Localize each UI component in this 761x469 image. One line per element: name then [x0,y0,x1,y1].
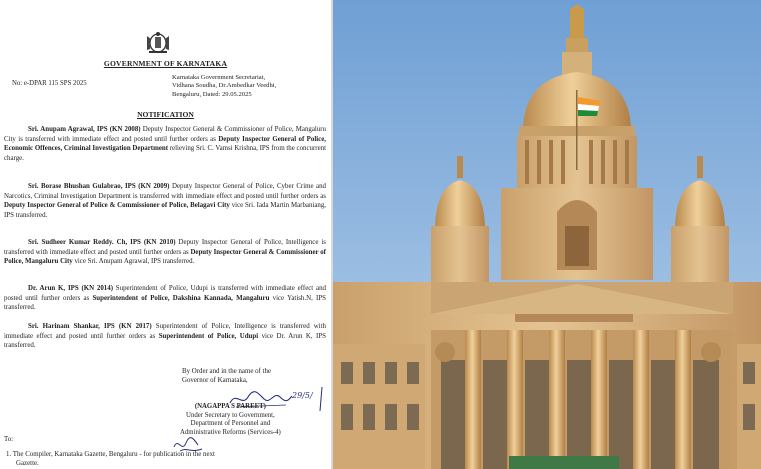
paragraph-text: vice Yatish.N, IPS transferred. [4,294,326,311]
paragraph-text: Superintendent of Police, Udupi is transferred with immediate effect and posted until further orders as [4,285,326,302]
signing-officer [180,403,281,437]
state-emblem-icon [144,30,172,54]
front-colonnade [431,330,733,469]
order-line: Governor of Karnataka, [182,377,248,384]
notification-title: NOTIFICATION [137,110,194,119]
right-wing [737,344,761,469]
vidhana-soudha-photo [333,0,761,469]
officer-designation: Administrative Reforms (Services-4) [180,428,281,436]
new-posting: Deputy Inspector General & Commissioner of Police, Mangaluru City [4,248,326,265]
new-posting: Superintendent of Police, Udupi [158,332,259,340]
officer-designation: Under Secretary to Government, [186,411,275,419]
distribution-item: 1. The Compiler, Karnataka Gazette, Bengaluru - for publication in the next [6,451,215,458]
officer-name: Sri. Sudheer Kumar Reddy. Ch, IPS (KN 2010) [28,239,176,246]
transfer-paragraph [4,322,326,351]
address-date-line: Bengaluru, Dated: 29.05.2025 [172,90,252,98]
signature-date: 29/5/ [292,391,313,400]
paragraph-text: vice Sri. Anupam Agrawal, IPS transferred. [72,258,195,265]
address-line: Karnataka Government Secretariat, [172,74,266,81]
officer-name: Sri. Anupam Agrawal, IPS (KN 2008) [28,126,141,133]
left-wing [333,344,425,469]
address-line: Vidhana Soudha, Dr.Ambedkar Veedhi, [172,82,277,90]
to-label: To: [4,436,14,443]
paragraph-text: Superintendent of Police, Intelligence is transferred with immediate effect and posted until further orders as [4,323,327,340]
officer-designation: Department of Personnel and [190,420,271,428]
paragraph-text: vice Dr. Arun K, IPS transferred. [4,332,327,349]
officer-name: Dr. Arun K, IPS (KN 2014) [28,285,113,292]
distribution-list [6,451,215,468]
officer-name: Sri. Harinam Shankar, IPS (KN 2017) [28,323,152,330]
distribution-item-continuation: Gazette. [16,459,39,467]
issuing-address [172,74,276,99]
new-posting: Deputy Inspector General of Police, Economic Offences, Criminal Investigation Department [4,135,326,152]
order-line: By Order and in the name of the [182,368,271,375]
officer-name: Sri. Borase Bhushan Gulabrao, IPS (KN 2009) [28,183,170,190]
paragraph-text: Deputy Inspector General & Commissioner of Police, Mangaluru City is transferred with immediate effect and posted until further orders as [4,126,326,143]
transfer-paragraph [4,182,326,220]
paragraph-text: Deputy Inspector General of Police, Intelligence is transferred with immediate effect and posted until further orders as [4,239,326,256]
government-notification-document [0,0,331,469]
officer-signature-name: (NAGAPPA S PAREET) [194,403,266,410]
green-hedge [509,456,619,469]
transfer-paragraph [4,125,326,163]
new-posting: Deputy Inspector General of Police & Commissioner of Police, Belagavi City [4,202,230,209]
document-heading: GOVERNMENT OF KARNATAKA [103,59,228,68]
new-posting: Superintendent of Police, Dakshina Kannada, Mangaluru [92,294,270,302]
paragraph-text: relieving Sri. C. Vamsi Krishna, IPS from the concurrent charge. [4,145,327,162]
paragraph-text: Deputy Inspector General of Police, Cyber Crime and Narcotics, Criminal Investigation Department is transferred with immediate effect and posted until further orders as [4,183,327,200]
transfer-paragraph [4,284,326,313]
transfer-paragraph [4,238,326,267]
reference-number: No: e-DPAR 115 SPS 2025 [12,80,87,87]
paragraph-text: vice Sri. Iada Martin Marbaniang, IPS transferred. [4,202,326,219]
